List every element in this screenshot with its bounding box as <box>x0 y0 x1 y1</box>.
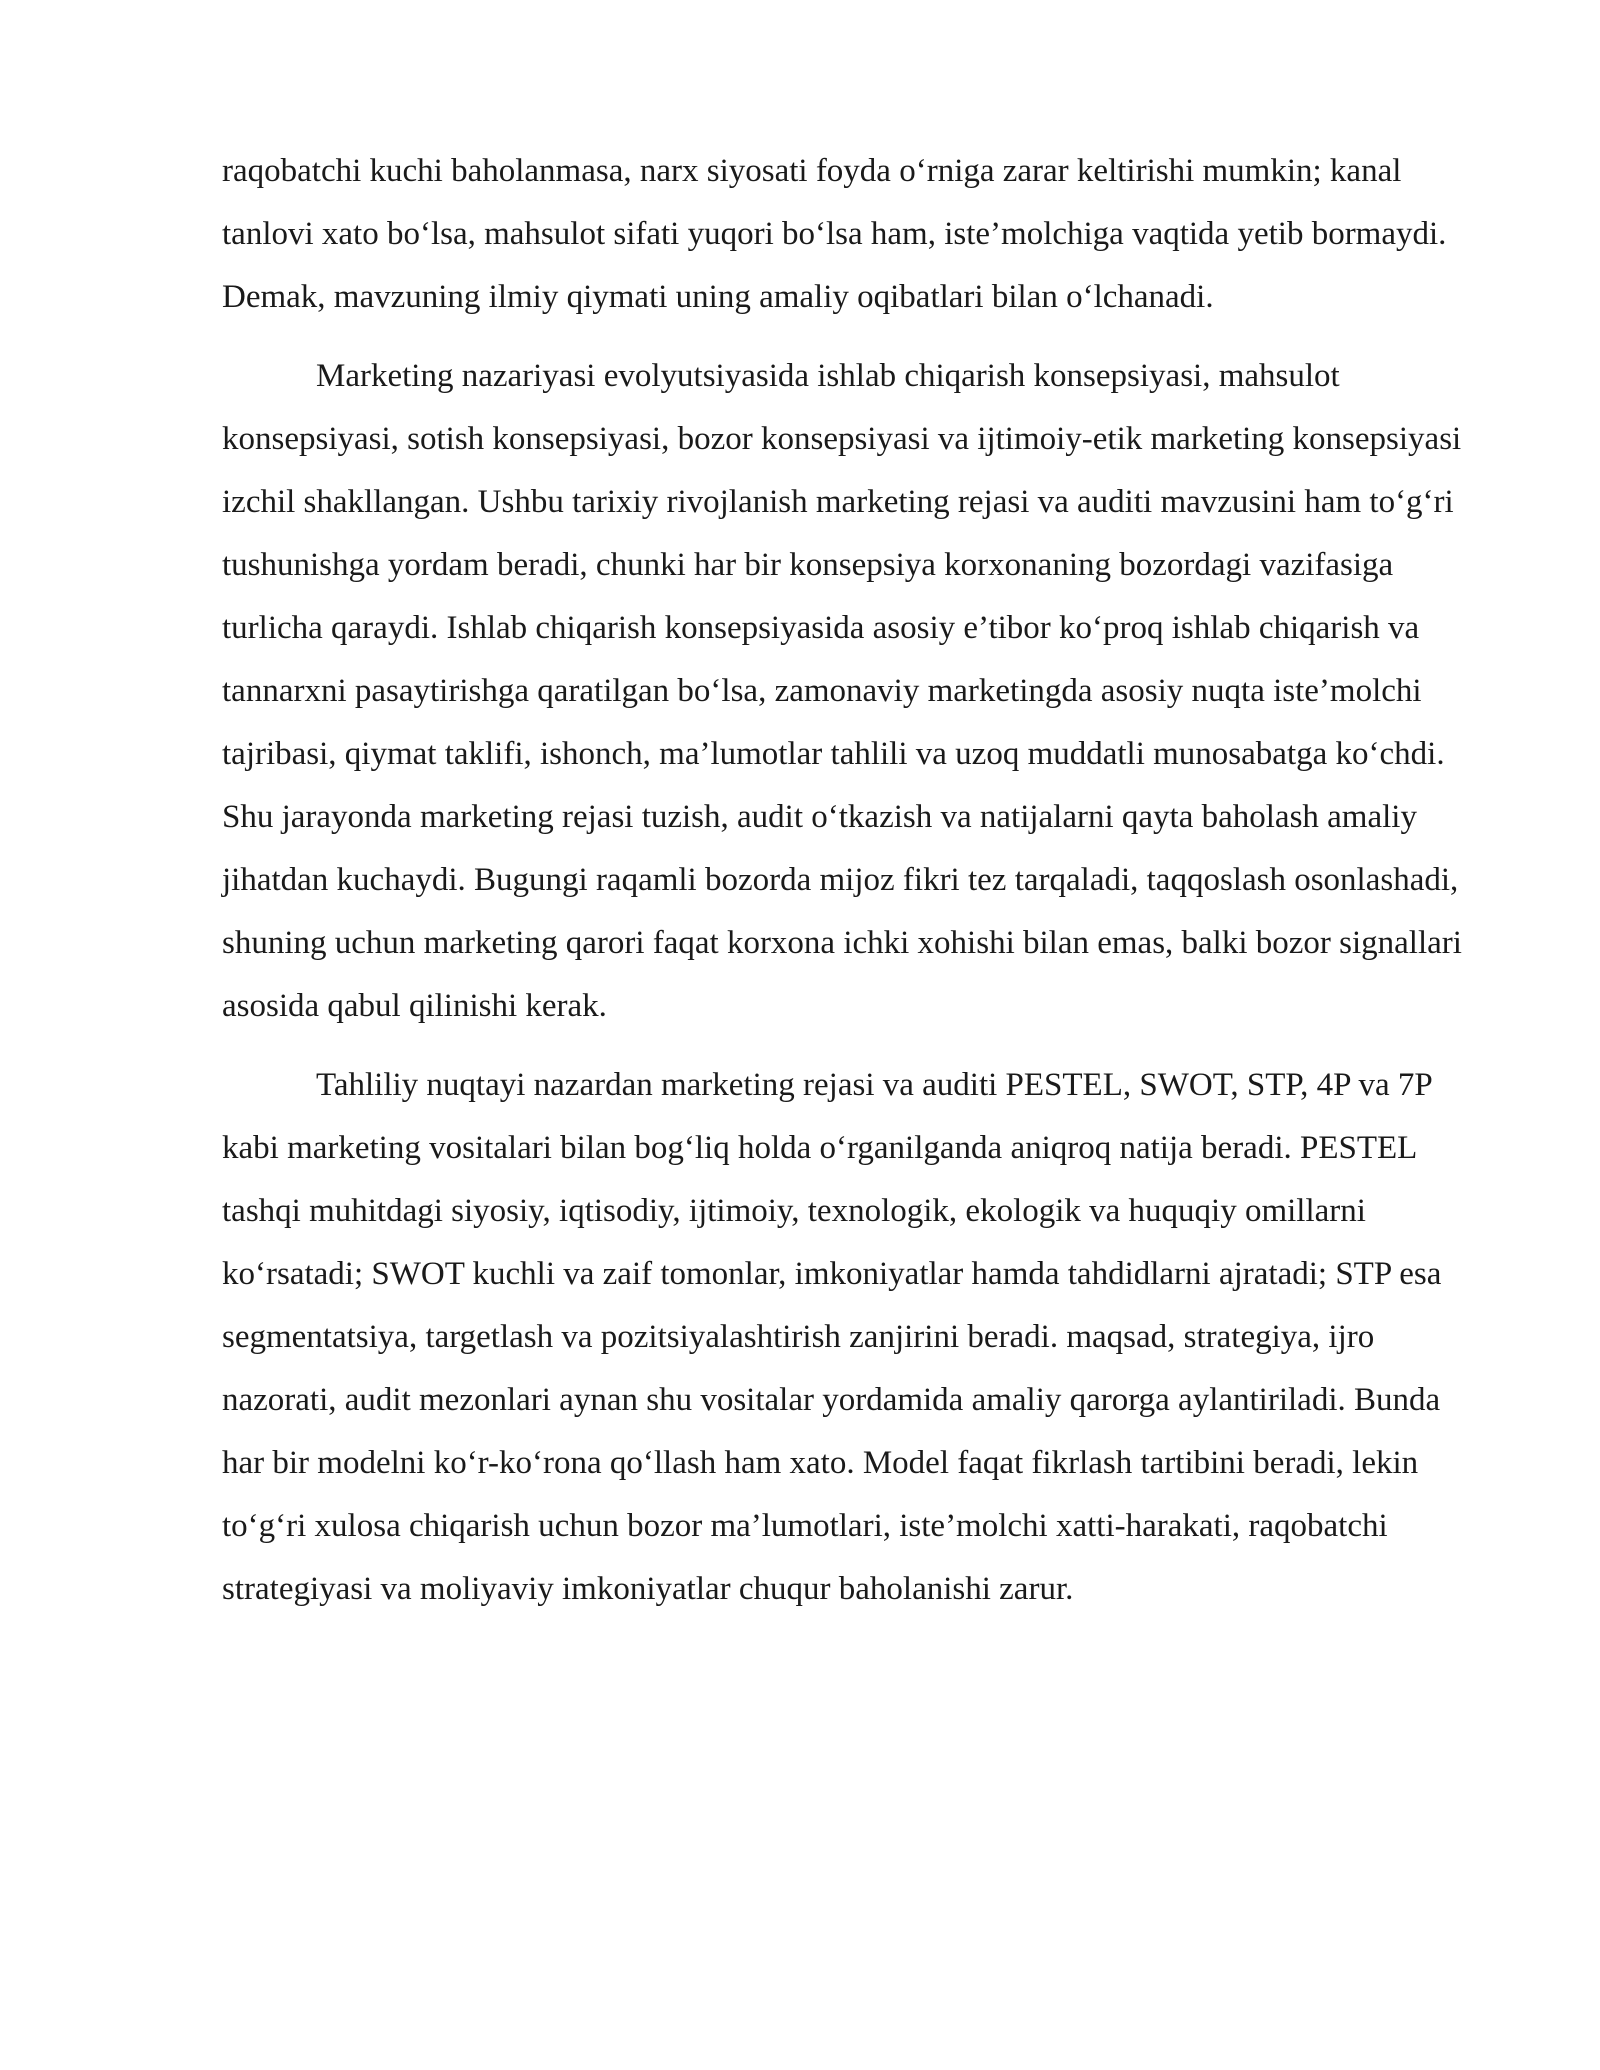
paragraph-continued: raqobatchi kuchi baholanmasa, narx siyosati foyda o‘rniga zarar keltirishi mumkin; kanal tanlovi xato bo‘lsa, mahsulot sifati yuqori bo‘lsa ham, iste’molchiga vaqtida yetib bormaydi. Demak, mavzuning ilmiy qiymati uning amaliy oqibatlari bilan o‘lchanadi. <box>222 153 1447 315</box>
body-text <box>222 140 1484 1637</box>
paragraph-marketing-evolution: Marketing nazariyasi evolyutsiyasida ishlab chiqarish konsepsiyasi, mahsulot konsepsiyasi, sotish konsepsiyasi, bozor konsepsiyasi va ijtimoiy-etik marketing konsepsiyasi izchil shakllangan. Ushbu tarixiy rivojlanish marketing rejasi va auditi mavzusini ham to‘g‘ri tushunishga yordam beradi, chunki har bir konsepsiya korxonaning bozordagi vazifasiga turlicha qaraydi. Ishlab chiqarish konsepsiyasida asosiy e’tibor ko‘proq ishlab chiqarish va tannarxni pasaytirishga qaratilgan bo‘lsa, zamonaviy marketingda asosiy nuqta iste’molchi tajribasi, qiymat taklifi, ishonch, ma’lumotlar tahlili va uzoq muddatli munosabatga ko‘chdi. Shu jarayonda marketing rejasi tuzish, audit o‘tkazish va natijalarni qayta baholash amaliy jihatdan kuchaydi. Bugungi raqamli bozorda mijoz fikri tez tarqaladi, taqqoslash osonlashadi, shuning uchun marketing qarori faqat korxona ichki xohishi bilan emas, balki bozor signallari asosida qabul qilinishi kerak. <box>222 358 1462 1024</box>
paragraph-analytical-tools: Tahliliy nuqtayi nazardan marketing rejasi va auditi PESTEL, SWOT, STP, 4P va 7P kabi marketing vositalari bilan bog‘liq holda o‘rganilganda aniqroq natija beradi. PESTEL tashqi muhitdagi siyosiy, iqtisodiy, ijtimoiy, texnologik, ekologik va huquqiy omillarni ko‘rsatadi; SWOT kuchli va zaif tomonlar, imkoniyatlar hamda tahdidlarni ajratadi; STP esa segmentatsiya, targetlash va pozitsiyalashtirish zanjirini beradi. maqsad, strategiya, ijro nazorati, audit mezonlari aynan shu vositalar yordamida amaliy qarorga aylantiriladi. Bunda har bir modelni ko‘r-ko‘rona qo‘llash ham xato. Model faqat fikrlash tartibini beradi, lekin to‘g‘ri xulosa chiqarish uchun bozor ma’lumotlari, iste’molchi xatti-harakati, raqobatchi strategiyasi va moliyaviy imkoniyatlar chuqur baholanishi zarur. <box>222 1067 1442 1607</box>
